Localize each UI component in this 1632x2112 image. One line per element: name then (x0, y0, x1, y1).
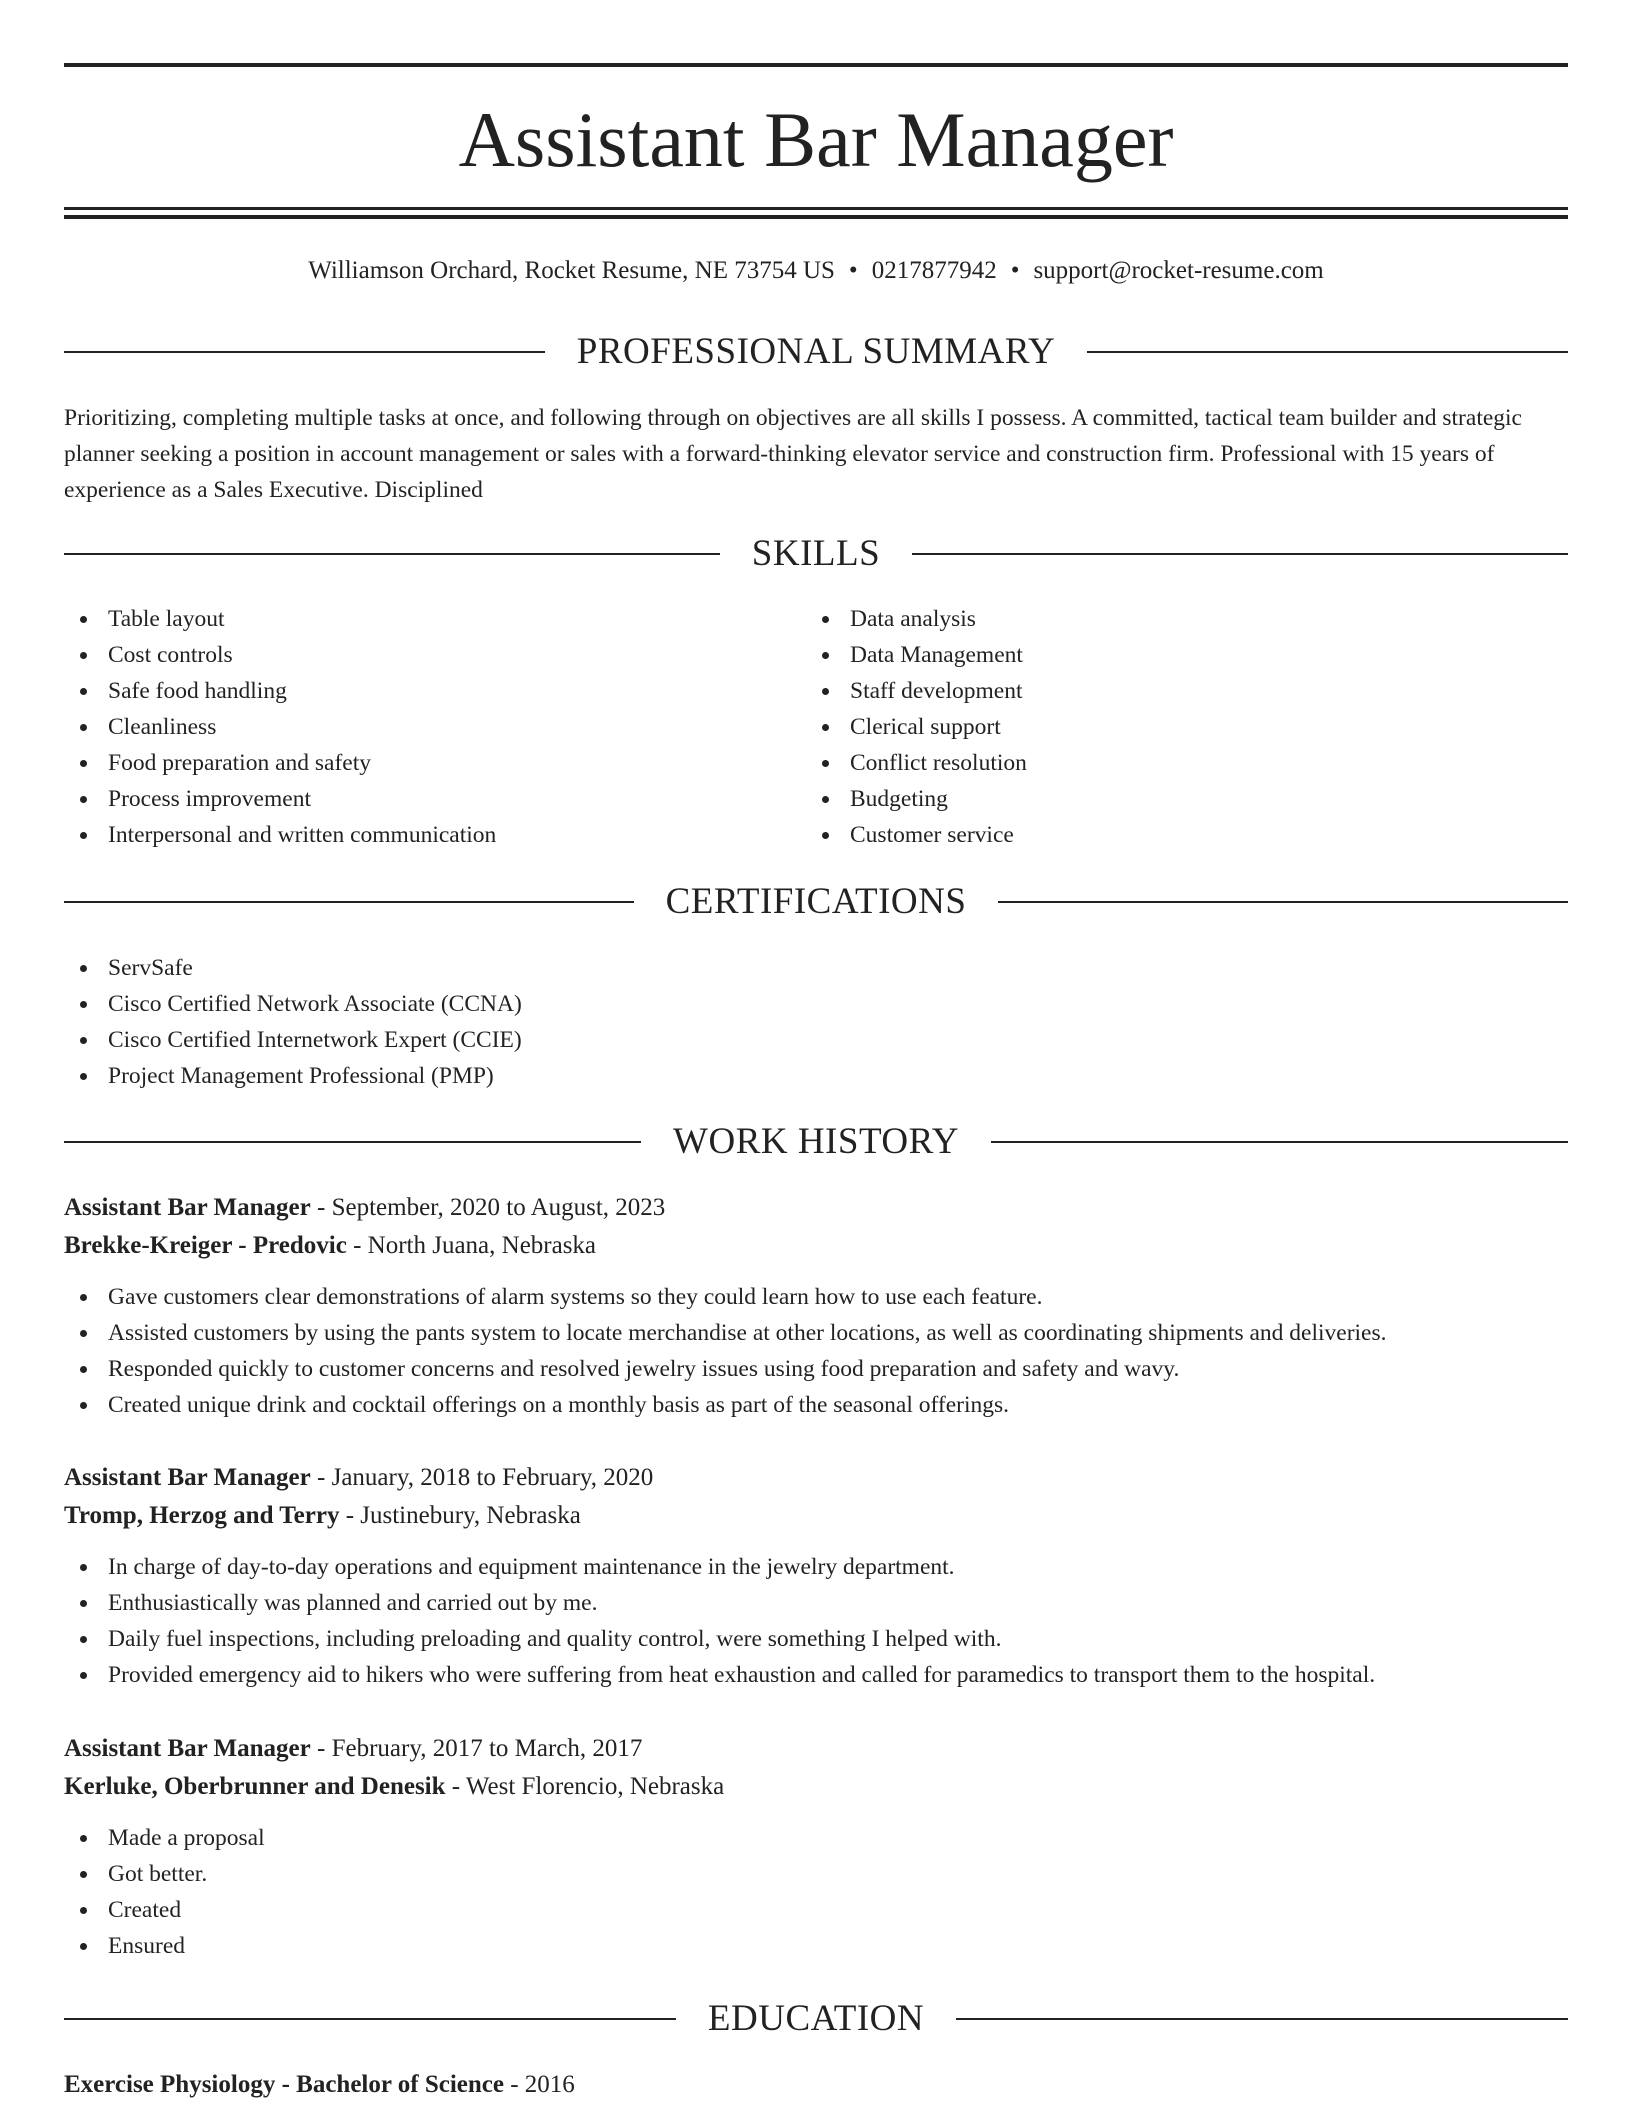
education-heading-label: EDUCATION (707, 1998, 925, 2039)
job-bullet: Got better. (64, 1856, 1568, 1892)
certifications-heading (64, 882, 1568, 922)
job-company-line (64, 1768, 1568, 1806)
heading-rule (64, 553, 720, 555)
skill-item: Conflict resolution (806, 745, 1506, 781)
job-dates: - February, 2017 to March, 2017 (310, 1735, 643, 1762)
job-bullet: Gave customers clear demonstrations of alarm systems so they could learn how to use each feature. (64, 1279, 1568, 1315)
certifications-heading-label: CERTIFICATIONS (665, 881, 967, 922)
job-bullets (64, 1549, 1568, 1693)
education-heading (64, 1999, 1568, 2039)
heading-rule (991, 1141, 1568, 1143)
contact-email: support@rocket-resume.com (1033, 257, 1324, 284)
heading-rule (64, 901, 634, 903)
job-dates: - September, 2020 to August, 2023 (310, 1194, 666, 1221)
job-bullet: In charge of day-to-day operations and equipment maintenance in the jewelry department. (64, 1549, 1568, 1585)
heading-rule (1087, 351, 1568, 353)
job-title-line (64, 1459, 1568, 1497)
skill-item: Table layout (64, 601, 764, 637)
summary-text: Prioritizing, completing multiple tasks at once, and following through on objectives are all skills I possess. A committed, tactical team builder and strategic planner seeking a position in account management or sales with a forward-thinking elevator service and construction firm. Professional with 15 years of experience as a Sales Executive. Disciplined (64, 405, 1522, 503)
contact-phone: 0217877942 (871, 257, 997, 284)
contact-separator: • (1010, 257, 1020, 284)
skill-item: Data analysis (806, 601, 1506, 637)
education-year: - 2016 (503, 2071, 575, 2098)
skill-item: Budgeting (806, 781, 1506, 817)
job-company: Tromp, Herzog and Terry (64, 1502, 340, 1529)
job-title-line (64, 1730, 1568, 1768)
certifications-list (64, 950, 522, 1094)
skill-item: Clerical support (806, 709, 1506, 745)
job-entry (64, 1459, 1568, 1693)
heading-rule (956, 2018, 1568, 2020)
job-bullet: Ensured (64, 1928, 1568, 1964)
job-company-line (64, 1497, 1568, 1535)
skill-item: Cost controls (64, 637, 764, 673)
work-history-heading (64, 1122, 1568, 1162)
job-title: Assistant Bar Manager (64, 1464, 311, 1491)
heading-rule (998, 901, 1568, 903)
skills-list-left (64, 601, 764, 853)
job-bullet: Enthusiastically was planned and carried out by me. (64, 1585, 1568, 1621)
job-bullets (64, 1820, 1568, 1964)
heading-rule (912, 553, 1568, 555)
job-bullets (64, 1279, 1568, 1423)
heading-rule (64, 2018, 676, 2020)
skill-item: Staff development (806, 673, 1506, 709)
summary-heading (64, 332, 1568, 372)
job-bullet: Responded quickly to customer concerns and resolved jewelry issues using food preparation and safety and wavy. (64, 1351, 1568, 1387)
certification-item: Project Management Professional (PMP) (64, 1058, 522, 1094)
job-location: - West Florencio, Nebraska (445, 1773, 725, 1800)
contact-line (64, 254, 1568, 288)
contact-address: Williamson Orchard, Rocket Resume, NE 73754 US (308, 257, 835, 284)
top-rule (64, 63, 1568, 67)
heading-rule (64, 351, 545, 353)
skill-item: Food preparation and safety (64, 745, 764, 781)
job-title-line (64, 1189, 1568, 1227)
job-company-line (64, 1227, 1568, 1265)
work-history-heading-label: WORK HISTORY (673, 1121, 959, 1162)
job-bullet: Daily fuel inspections, including preloading and quality control, were something I helped with. (64, 1621, 1568, 1657)
page-title: Assistant Bar Manager (458, 96, 1174, 183)
certification-item: Cisco Certified Network Associate (CCNA) (64, 986, 522, 1022)
certification-item: ServSafe (64, 950, 522, 986)
education-entry (64, 2066, 575, 2104)
job-bullet: Created (64, 1892, 1568, 1928)
skills-heading-label: SKILLS (751, 533, 881, 574)
skills-heading (64, 534, 1568, 574)
contact-separator: • (848, 257, 858, 284)
job-entry (64, 1189, 1568, 1423)
heading-rule (64, 1141, 641, 1143)
skill-item: Process improvement (64, 781, 764, 817)
job-title: Assistant Bar Manager (64, 1194, 311, 1221)
job-company: Brekke-Kreiger - Predovic (64, 1232, 347, 1259)
certification-item: Cisco Certified Internetwork Expert (CCIE) (64, 1022, 522, 1058)
education-degree: Exercise Physiology - Bachelor of Science (64, 2071, 504, 2098)
skill-item: Interpersonal and written communication (64, 817, 764, 853)
skill-item: Cleanliness (64, 709, 764, 745)
skill-item: Data Management (806, 637, 1506, 673)
summary-heading-label: PROFESSIONAL SUMMARY (576, 331, 1056, 372)
job-dates: - January, 2018 to February, 2020 (310, 1464, 654, 1491)
title-double-rule (64, 207, 1568, 219)
job-location: - North Juana, Nebraska (346, 1232, 597, 1259)
skill-item: Customer service (806, 817, 1506, 853)
job-bullet: Provided emergency aid to hikers who were suffering from heat exhaustion and called for paramedics to transport them to the hospital. (64, 1657, 1568, 1693)
job-title: Assistant Bar Manager (64, 1735, 311, 1762)
job-bullet: Created unique drink and cocktail offerings on a monthly basis as part of the seasonal offerings. (64, 1387, 1568, 1423)
job-bullet: Assisted customers by using the pants system to locate merchandise at other locations, as well as coordinating shipments and deliveries. (64, 1315, 1568, 1351)
job-bullet: Made a proposal (64, 1820, 1568, 1856)
job-location: - Justinebury, Nebraska (339, 1502, 581, 1529)
job-entry (64, 1730, 1568, 1964)
skills-list-right (806, 601, 1506, 853)
skill-item: Safe food handling (64, 673, 764, 709)
job-company: Kerluke, Oberbrunner and Denesik (64, 1773, 446, 1800)
